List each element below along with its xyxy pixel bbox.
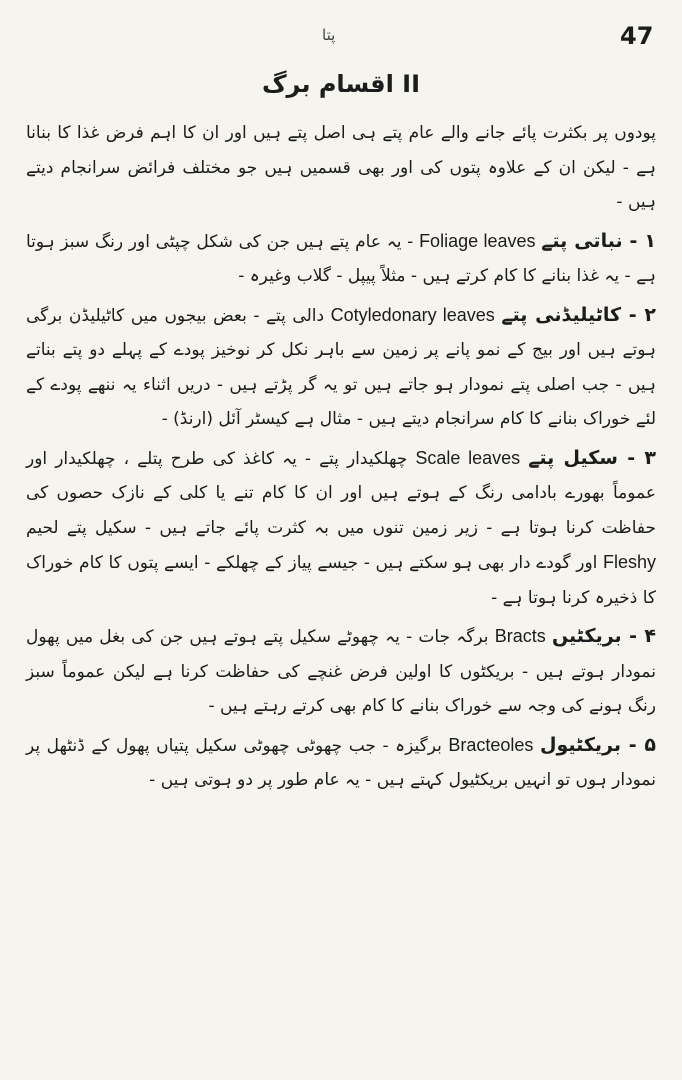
entry-text: دالی پتے - بعض بیجوں میں کاٹیلیڈن برگی ہوتے ہیں اور بیج کے نمو پانے پر زمین سے باہر نکل کر نوخیز پودے کے پہلے دو پتے بناتے ہیں - جب اصلی پتے نمودار ہو جاتے ہیں تو یہ گر پڑتے ہیں - دریں اثناء یہ ننھے پودے کے لئے خوراک بنانے کا کام سرانجام دیتے ہیں - مثال ہے کیسٹر آئل (ارنڈ) - <box>26 305 656 429</box>
entry-text: برگیزہ - جب چھوٹی چھوٹی سکیل پتیاں پھول کے ڈنٹھل پر نمودار ہوں تو انہیں بریکٹیول کہتے ہیں - یہ عام طور پر دو ہوتی ہیں - <box>26 735 656 790</box>
entry-bracts <box>26 619 656 724</box>
page-header <box>0 22 682 62</box>
intro-paragraph: پودوں پر بکثرت پائے جانے والے عام پتے ہی اصل پتے ہیں اور ان کا اہم فرض غذا کا بنانا ہے - لیکن ان کے علاوہ پتوں کی اور بھی قسمیں ہیں جو مختلف فرائض سرانجام دیتے ہیں - <box>26 123 656 212</box>
entry-text-continued: اور گودے دار بھی ہو سکتے ہیں - جیسے پیاز کے چھلکے - ایسے پتوں کا کام خوراک کا ذخیرہ کرنا ہوتا ہے - <box>26 553 656 608</box>
entry-text: برگہ جات - یہ چھوٹے سکیل پتے ہوتے ہیں جن کی بغل میں پھول نمودار ہوتے ہیں - بریکٹوں کا اولین فرض غنچے کی حفاظت کرنا ہے لیکن عموماً سبز رنگ ہونے کی وجہ سے خوراک بنانے کا کام بھی کرتے رہتے ہیں - <box>26 627 656 716</box>
page-body <box>26 116 656 802</box>
entry-heading: ۳ - سکیل پتے <box>528 446 657 469</box>
entry-foliage-leaves <box>26 224 656 294</box>
latin-term: Scale leaves <box>415 447 521 468</box>
latin-term: Cotyledonary leaves <box>330 304 495 325</box>
entry-text: - یہ عام پتے ہیں جن کی شکل چپٹی اور رنگ سبز ہوتا ہے - یہ غذا بنانے کا کام کرتے ہیں - مثلاً پیپل - گلاب وغیرہ - <box>26 231 656 286</box>
entry-scale-leaves <box>26 441 656 616</box>
latin-term-fleshy: Fleshy <box>603 552 657 572</box>
running-head: پتا <box>322 26 336 44</box>
entry-heading: ۵ - بریکٹیول <box>539 733 657 756</box>
entry-heading: ۲ - کاٹیلیڈنی پتے <box>501 303 657 326</box>
page-number: 47 <box>620 22 654 50</box>
entry-cotyledonary-leaves <box>26 298 656 437</box>
entry-text: چھلکیدار پتے - یہ کاغذ کی طرح پتلے ، چھلکیدار اور عموماً بھورے بادامی رنگ کے ہوتے ہیں اور ان کا کام تنے یا کلی کے نازک حصوں کی حفاظت کرنا ہوتا ہے - زیر زمین تنوں میں بہ کثرت پائے جاتے ہیں - سکیل پتے لحیم <box>26 448 656 538</box>
latin-term: Foliage leaves <box>419 230 536 251</box>
section-title: II اقسام برگ <box>261 70 421 98</box>
entry-bracteoles <box>26 728 656 798</box>
latin-term: Bracteoles <box>448 734 534 755</box>
latin-term: Bracts <box>494 626 546 646</box>
entry-heading: ۴ - بریکٹیں <box>551 625 657 647</box>
entry-heading: ۱ - نباتی پتے <box>541 229 656 252</box>
